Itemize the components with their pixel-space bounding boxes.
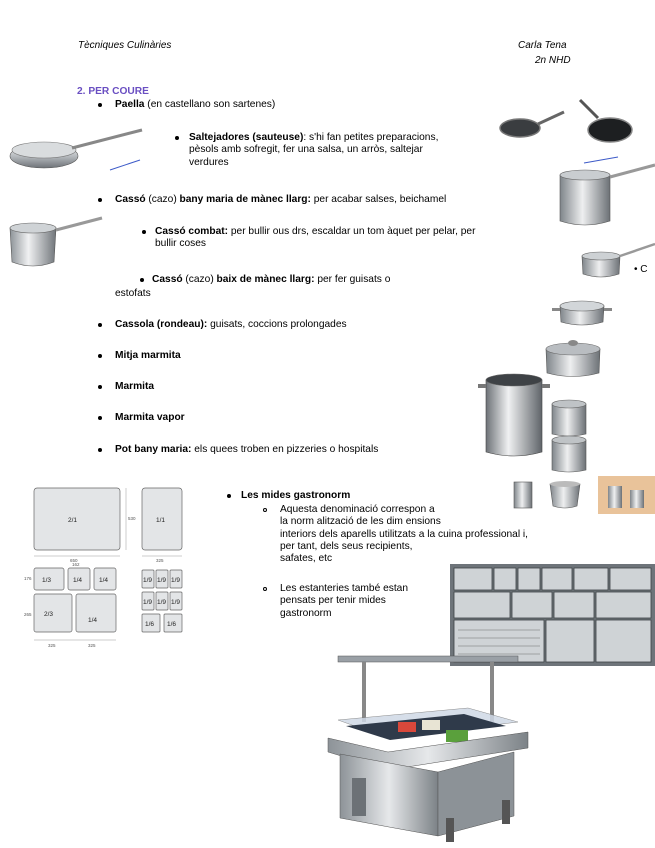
bullet — [98, 103, 102, 107]
bullet — [98, 323, 102, 327]
gastronorm-shelves: Les estanteries també estan pensats per tenir mides gastronorm — [280, 583, 408, 619]
dim-325c: 325 — [88, 643, 96, 648]
label-2-1: 2/1 — [68, 517, 78, 524]
marmita-image — [478, 370, 550, 460]
steamer-marmita-image — [546, 396, 596, 476]
label-1-6: 1/6 — [145, 621, 155, 628]
item-saltejadores: Saltejadores (sauteuse): s'hi fan petites preparacions, pèsols amb sofregit, fer una salsa, un arròs, saltejar verdures — [189, 132, 439, 168]
saute-pan-image — [8, 128, 148, 188]
item-casso-combat: Cassó combat: per bullir ous drs, escaldar un tom àquet per pelar, per bullir coses — [155, 226, 476, 250]
label-1-9: 1/9 — [143, 577, 153, 584]
dim-162: 162 — [72, 562, 80, 567]
section-title: 2. PER COURE — [77, 86, 149, 97]
bain-marie-pots-image — [510, 476, 655, 514]
gastronorm-title: Les mides gastronorm — [241, 490, 351, 501]
dim-265: 265 — [24, 612, 32, 617]
dim-325b: 325 — [48, 643, 56, 648]
item-casso-bany-maria: Cassó (cazo) bany maria de mànec llarg: per acabar salses, beichamel — [115, 194, 447, 205]
bullet — [98, 354, 102, 358]
label-1-4c: 1/4 — [88, 617, 98, 624]
half-marmita-image — [540, 335, 608, 380]
item-marmita: Marmita — [115, 381, 155, 392]
label-1-4a: 1/4 — [73, 577, 83, 584]
header-class: 2n NHD — [535, 55, 571, 66]
saucepan-image — [6, 216, 106, 276]
dim-325: 325 — [156, 558, 164, 563]
gastronorm-desc: Aquesta denominació correspon a la norm alització de les dim ensions interiors dels aparells utilitzats a la cuina professional i, per tant, dels seus recipients, safates, etc — [280, 504, 529, 565]
bullet — [98, 198, 102, 202]
gastronorm-diagram — [22, 482, 194, 652]
bullet — [98, 385, 102, 389]
sub-bullet — [263, 508, 267, 512]
label-1-3: 1/3 — [42, 577, 52, 584]
low-saucepan-image — [580, 240, 655, 282]
label-1-9: 1/9 — [171, 599, 181, 606]
item-casso-baix: Cassó (cazo) baix de mànec llarg: per fer guisats o — [152, 274, 391, 285]
dim-650: 650 — [70, 558, 78, 563]
label-1-9: 1/9 — [157, 599, 167, 606]
label-1-6: 1/6 — [167, 621, 177, 628]
label-1-9: 1/9 — [157, 577, 167, 584]
bullet — [142, 230, 146, 234]
label-1-4b: 1/4 — [99, 577, 109, 584]
item-marmita-vapor: Marmita vapor — [115, 412, 185, 423]
item-cassola: Cassola (rondeau): guisats, coccions prolongades — [115, 319, 347, 330]
item-paella: Paella (en castellano son sartenes) — [115, 99, 276, 110]
header-left: Tècniques Culinàries — [78, 40, 172, 51]
dim-176: 176 — [24, 576, 32, 581]
bullet — [98, 448, 102, 452]
cutoff-text: • C — [634, 264, 648, 275]
bain-marie-counter-image — [318, 648, 538, 846]
label-2-3: 2/3 — [44, 611, 54, 618]
item-casso-baix-cont: estofats — [115, 288, 151, 299]
label-1-9: 1/9 — [143, 599, 153, 606]
header-author: Carla Tena — [518, 40, 567, 51]
long-handle-pot-image — [548, 155, 655, 230]
bullet — [140, 278, 144, 282]
label-1-1: 1/1 — [156, 517, 166, 524]
bullet — [98, 416, 102, 420]
sub-bullet — [263, 587, 267, 591]
bullet — [227, 494, 231, 498]
frying-pans-image — [498, 98, 655, 148]
rondeau-image — [552, 296, 612, 328]
bullet — [175, 136, 179, 140]
item-pot-bany-maria: Pot bany maria: els quees troben en pizzeries o hospitals — [115, 444, 379, 455]
item-mitja-marmita: Mitja marmita — [115, 350, 181, 361]
dim-530: 530 — [128, 516, 136, 521]
label-1-9: 1/9 — [171, 577, 181, 584]
